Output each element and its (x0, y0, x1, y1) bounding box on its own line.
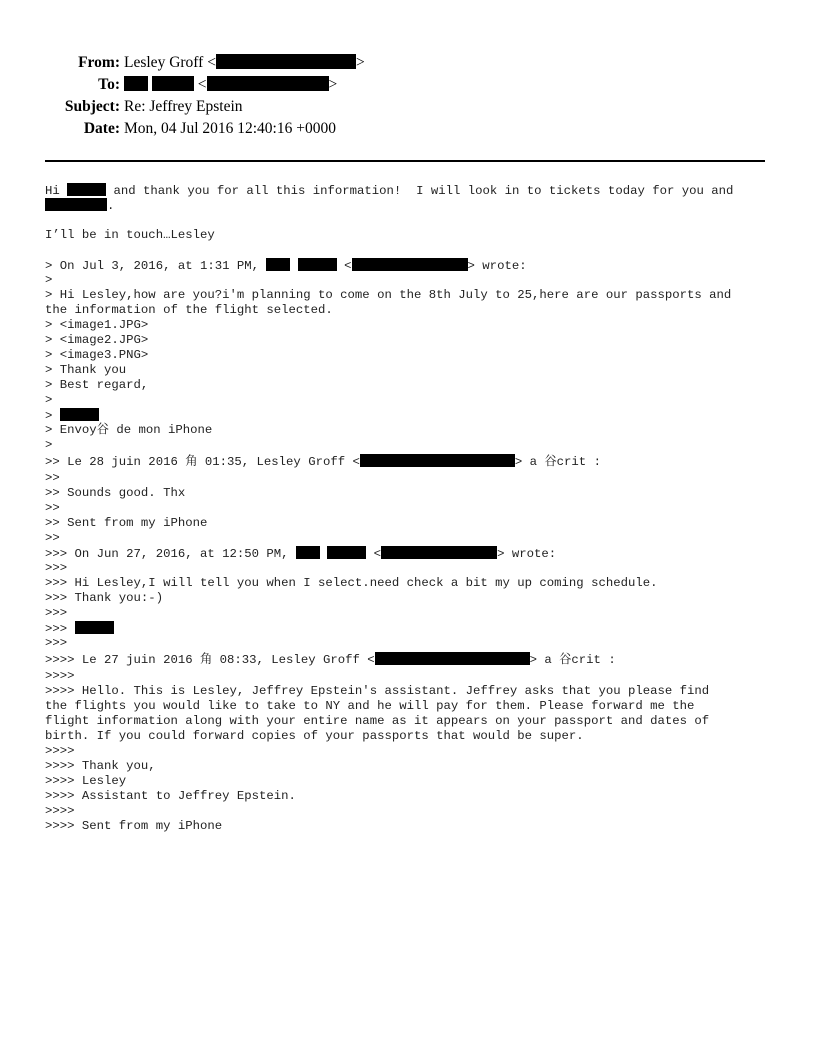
redaction-box (124, 76, 148, 91)
redaction-box (67, 183, 106, 196)
quote-line: >>> Thank you:-) (45, 591, 164, 605)
quote-line: > Best regard, (45, 378, 149, 392)
from-label: From: (78, 54, 120, 71)
to-row (10, 74, 365, 96)
subject-label: Subject: (64, 98, 120, 115)
quote-line: >> (45, 471, 60, 485)
date-value: Mon, 04 Jul 2016 12:40:16 +0000 (124, 120, 336, 137)
quote-line: > <image1.JPG> (45, 318, 149, 332)
redaction-box (381, 546, 497, 559)
email-body (45, 183, 775, 834)
quote-line: > Envoy谷 de mon iPhone (45, 423, 213, 437)
quote-line: > (45, 273, 53, 287)
email-header (10, 52, 365, 140)
redaction-box (352, 258, 468, 271)
quote-line: > <image2.JPG> (45, 333, 149, 347)
quote-line: >>>> Le 27 juin 2016 角 08:33, Lesley Groff < > a 谷crit : (45, 653, 616, 667)
quote-line: >>> (45, 561, 68, 575)
redaction-box (298, 258, 337, 271)
quote-line: > Hi Lesley,how are you?i'm planning to come on the 8th July to 25,here are our passports and (45, 288, 732, 302)
date-row (10, 118, 365, 140)
quote-line: > (45, 438, 53, 452)
to-close: > (328, 76, 338, 93)
quote-line: >>>> Lesley (45, 774, 127, 788)
header-divider (45, 160, 765, 162)
redaction-box (152, 76, 194, 91)
to-label: To: (98, 76, 120, 93)
quote-line: >>>> Sent from my iPhone (45, 819, 223, 833)
from-value: Lesley Groff < (124, 54, 216, 71)
quote-line: >>> On Jun 27, 2016, at 12:50 PM, < > wrote: (45, 547, 557, 561)
redaction-box (60, 408, 99, 421)
body-line: . (45, 198, 775, 213)
quote-line: > <image3.PNG> (45, 348, 149, 362)
quote-line: > On Jul 3, 2016, at 1:31 PM, < > wrote: (45, 259, 527, 273)
quote-line: >> Sent from my iPhone (45, 516, 208, 530)
quote-line: >>>> Hello. This is Lesley, Jeffrey Epstein's assistant. Jeffrey asks that you please find (45, 684, 710, 698)
quote-line: > (45, 408, 775, 423)
quote-line: > Thank you (45, 363, 127, 377)
body-line: I’ll be in touch…Lesley (45, 228, 215, 242)
redaction-box (75, 621, 114, 634)
redaction-box (327, 546, 366, 559)
redaction-box (207, 76, 329, 91)
quote-line: flight information along with your entire name as it appears on your passport and dates of (45, 714, 710, 728)
quote-line: >>> (45, 606, 68, 620)
quote-line: birth. If you could forward copies of your passports that would be super. (45, 729, 584, 743)
to-open: < (197, 76, 207, 93)
redaction-box (360, 454, 515, 467)
redaction-box (216, 54, 356, 69)
quote-line: >>>> (45, 804, 75, 818)
quote-line: >>> (45, 636, 68, 650)
quote-line: >>> Hi Lesley,I will tell you when I select.need check a bit my up coming schedule. (45, 576, 658, 590)
quote-line: >> Sounds good. Thx (45, 486, 186, 500)
redaction-box (296, 546, 320, 559)
quote-line: >> Le 28 juin 2016 角 01:35, Lesley Groff < > a 谷crit : (45, 455, 601, 469)
subject-row (10, 96, 365, 118)
quote-line: >>>> Assistant to Jeffrey Epstein. (45, 789, 296, 803)
date-label: Date: (83, 120, 120, 137)
quote-line: >>>> Thank you, (45, 759, 156, 773)
quote-line: >>> (45, 621, 775, 636)
redaction-box (266, 258, 290, 271)
quote-line: >> (45, 501, 60, 515)
quote-line: the flights you would like to take to NY and he will pay for them. Please forward me the (45, 699, 695, 713)
quote-line: the information of the flight selected. (45, 303, 333, 317)
redaction-box (45, 198, 107, 211)
quote-line: >>>> (45, 669, 75, 683)
quote-line: >> (45, 531, 60, 545)
from-close: > (355, 54, 365, 71)
quote-line: > (45, 393, 53, 407)
subject-value: Re: Jeffrey Epstein (124, 98, 243, 115)
quote-line: >>>> (45, 744, 75, 758)
body-line: Hi and thank you for all this information! I will look in to tickets today for you and (45, 184, 734, 198)
redaction-box (375, 652, 530, 665)
from-row (10, 52, 365, 74)
